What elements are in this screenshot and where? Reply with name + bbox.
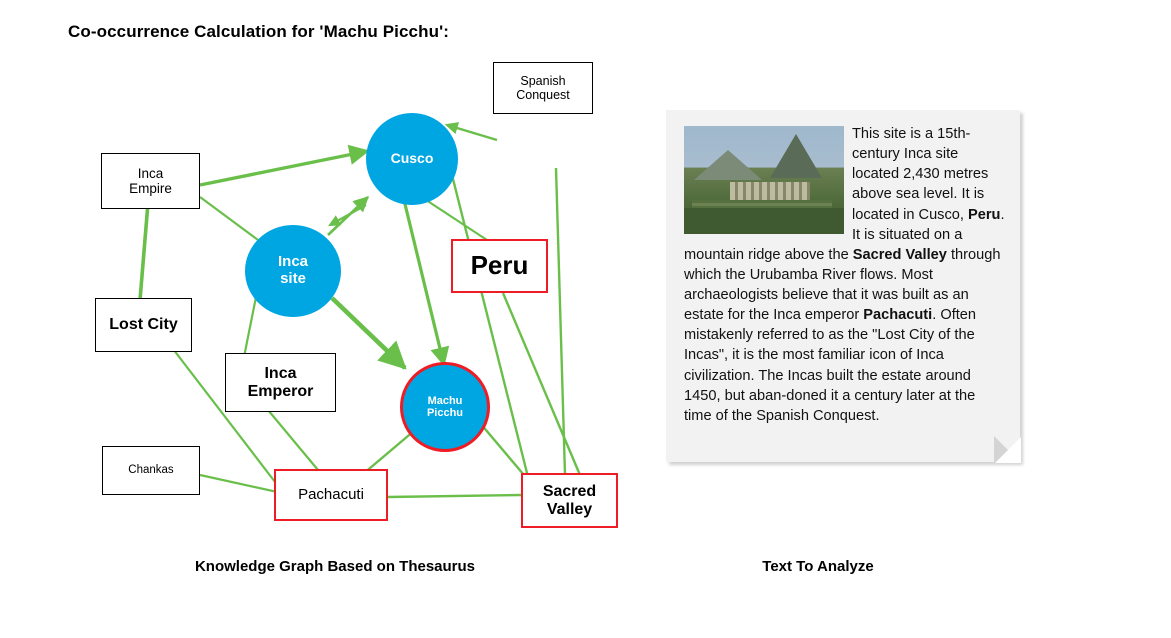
node-machu-picchu[interactable]: [400, 362, 490, 452]
analysis-paragraph: This site is a 15th-century Inca site located 2,430 metres above sea level. It is located in Cusco, Peru. It is situated on a mountain ridge above the Sacred Valley through which the Urubamba River flows. Most archaeologists believe that it was built as an estate for the Inca emperor Pachacuti. Often mistakenly referred to as the "Lost City of the Incas", it is the most familiar icon of Inca civilization. The Incas built the estate around 1450, but aban-doned it a century later at the time of the Spanish Conquest.: [684, 126, 1005, 424]
node-cusco[interactable]: [366, 113, 458, 205]
node-label: Inca Empire: [129, 165, 172, 196]
node-pachacuti[interactable]: [274, 469, 388, 521]
knowledge-graph-panel: [0, 45, 660, 545]
page-title: Co-occurrence Calculation for 'Machu Picchu':: [68, 22, 449, 41]
node-spanish-conquest[interactable]: [493, 62, 593, 114]
node-label: Inca site: [277, 253, 308, 287]
node-label: Sacred Valley: [542, 482, 597, 518]
node-label: Spanish Conquest: [516, 74, 570, 102]
node-chankas[interactable]: [102, 446, 200, 495]
node-lost-city[interactable]: [95, 298, 192, 352]
text-to-analyze-card: [666, 110, 1020, 462]
node-label: Chankas: [128, 464, 174, 477]
node-inca-empire[interactable]: [101, 153, 200, 209]
node-peru[interactable]: [451, 239, 548, 293]
node-label: Machu Picchu: [426, 394, 464, 419]
node-label: Pachacuti: [298, 485, 364, 503]
node-label: Inca Emperor: [247, 364, 314, 400]
text-caption: Text To Analyze: [762, 558, 874, 575]
node-inca-emperor[interactable]: [225, 353, 336, 412]
node-sacred-valley[interactable]: [521, 473, 618, 528]
node-label: Peru: [470, 250, 529, 281]
graph-caption: Knowledge Graph Based on Thesaurus: [194, 558, 476, 575]
node-label: Lost City: [109, 316, 178, 334]
node-label: Cusco: [390, 150, 434, 167]
node-inca-site[interactable]: [245, 225, 341, 317]
page-corner-icon: [995, 437, 1021, 463]
machu-picchu-photo: [684, 126, 844, 234]
